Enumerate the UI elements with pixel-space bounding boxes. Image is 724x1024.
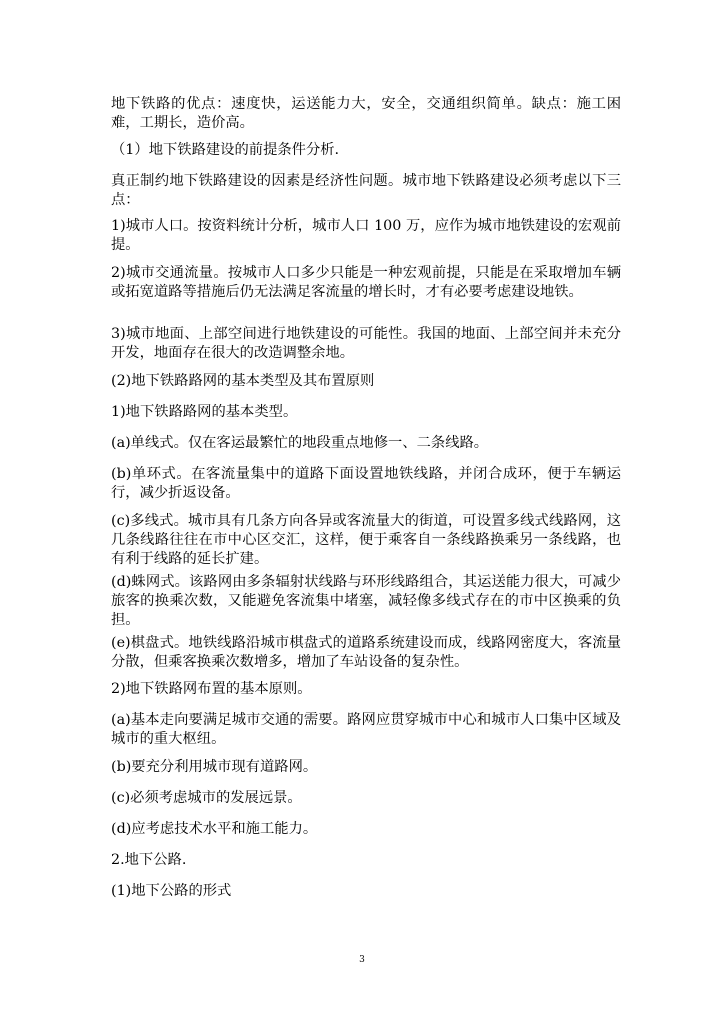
paragraph-spider-web: (d)蛛网式。该路网由多条辐射状线路与环形线路组合，其运送能力很大，可减少旅客的换乘次数，又能避免客流集中堵塞，减轻像多线式存在的市中区换乘的负担。	[111, 574, 621, 628]
heading-underground-road: 2.地下公路.	[111, 852, 187, 868]
page-number: 3	[359, 955, 365, 965]
paragraph-principle-c: (c)必须考虑城市的发展远景。	[111, 790, 302, 806]
paragraph-principle-d: (d)应考虑技术水平和施工能力。	[111, 821, 318, 837]
subheading-basic-types: 1)地下铁路路网的基本类型。	[111, 404, 298, 420]
heading-underground-road-forms: (1)地下公路的形式	[111, 883, 232, 899]
paragraph-city-population: 1)城市人口。按资料统计分析，城市人口 100 万，应作为城市地铁建设的宏观前提。	[111, 218, 621, 253]
paragraph-metro-pros-cons: 地下铁路的优点：速度快，运送能力大，安全，交通组织简单。缺点：施工困难，工期长，造价高。	[111, 96, 621, 131]
heading-network-types: (2)地下铁路路网的基本类型及其布置原则	[111, 373, 375, 389]
paragraph-principle-b: (b)要充分利用城市现有道路网。	[111, 759, 318, 775]
heading-metro-prerequisites: （1）地下铁路建设的前提条件分析.	[111, 142, 340, 158]
subheading-layout-principles: 2)地下铁路网布置的基本原则。	[111, 681, 312, 697]
paragraph-single-line: (a)单线式。仅在客运最繁忙的地段重点地修一、二条线路。	[111, 435, 489, 451]
paragraph-traffic-flow: 2)城市交通流量。按城市人口多少只能是一种宏观前提，只能是在采取增加车辆或拓宽道路等措施后仍无法满足客流量的增长时，才有必要考虑建设地铁。	[111, 265, 621, 300]
paragraph-multi-line: (c)多线式。城市具有几条方向各异或客流量大的街道，可设置多线式线路网，这几条线路往往在市中心区交汇，这样，便于乘客自一条线路换乘另一条线路，也有利于线路的延长扩建。	[111, 513, 621, 567]
paragraph-single-ring: (b)单环式。在客流量集中的道路下面设置地铁线路，并闭合成环，便于车辆运行，减少折返设备。	[111, 466, 621, 501]
paragraph-principle-a: (a)基本走向要满足城市交通的需要。路网应贯穿城市中心和城市人口集中区域及城市的重大枢纽。	[111, 712, 621, 747]
paragraph-grid: (e)棋盘式。地铁线路沿城市棋盘式的道路系统建设而成，线路网密度大，客流量分散，但乘客换乘次数增多，增加了车站设备的复杂性。	[111, 635, 621, 670]
paragraph-space-feasibility: 3)城市地面、上部空间进行地铁建设的可能性。我国的地面、上部空间并未充分开发，地面存在很大的改造调整余地。	[111, 326, 621, 361]
paragraph-economic-factor: 真正制约地下铁路建设的因素是经济性问题。城市地下铁路建设必须考虑以下三点：	[111, 173, 621, 208]
